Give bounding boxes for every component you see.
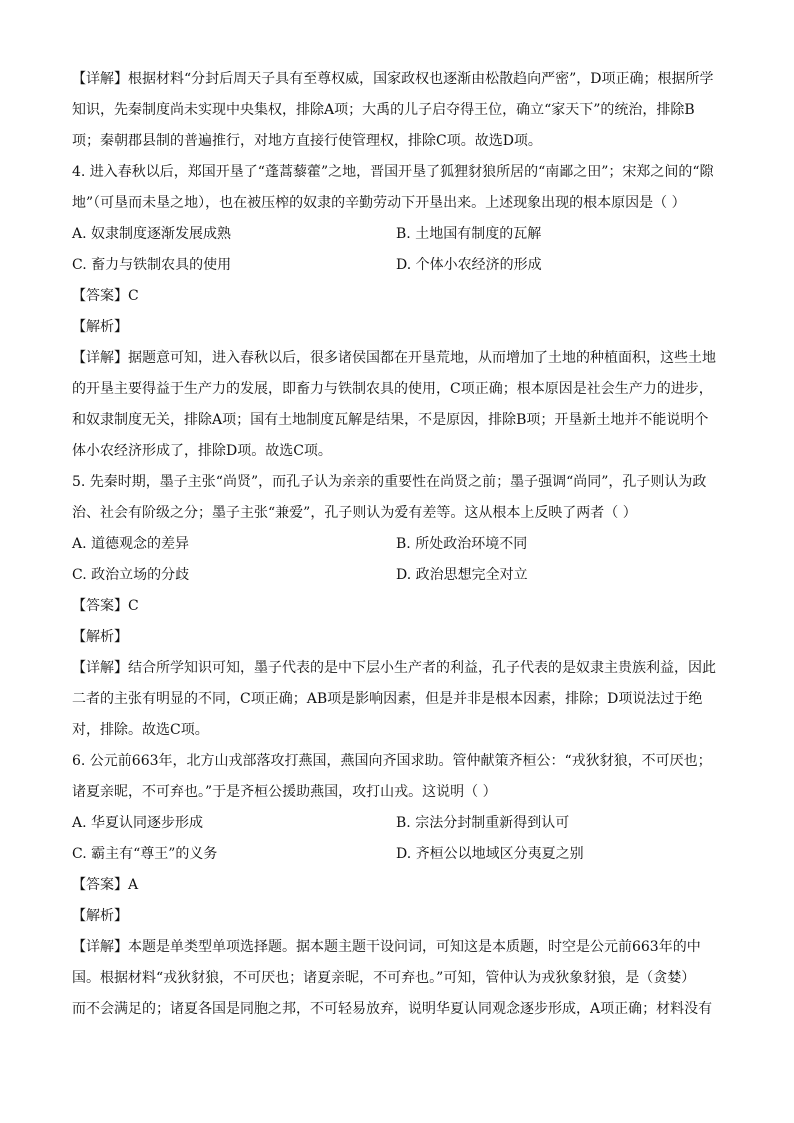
detail-block-q3 <box>72 64 722 157</box>
detail-line: 国。根据材料“戎狄豺狼，不可厌也；诸夏亲昵，不可弃也。”可知，管仲认为戎狄象豺狼，是（贪婪） <box>72 970 696 986</box>
option-d: D. 齐桓公以地域区分夷夏之别 <box>396 846 584 862</box>
option-b: B. 土地国有制度的瓦解 <box>396 226 542 242</box>
question-6 <box>72 746 722 1025</box>
answer-label: 【答案】C <box>72 598 139 614</box>
detail-line: 【详解】本题是单类型单项选择题。据本题主题干设问词，可知这是本质题，时空是公元前663年的中 <box>72 939 701 955</box>
question-stem-line: 诸夏亲昵，不可弃也。”于是齐桓公援助燕国，攻打山戎。这说明（ ） <box>72 784 497 800</box>
option-a: A. 奴隶制度逐渐发展成熟 <box>72 226 232 242</box>
detail-line: 知识，先秦制度尚未实现中央集权，排除A项；大禹的儿子启夺得王位，确立“家天下”的统治，排除B <box>72 102 695 118</box>
options-row <box>72 529 722 560</box>
option-a: A. 道德观念的差异 <box>72 536 190 552</box>
question-stem-line: 5. 先秦时期，墨子主张“尚贤”，而孔子认为亲亲的重要性在尚贤之前；墨子强调“尚同”，孔子则认为政 <box>72 474 707 490</box>
options-row <box>72 560 722 591</box>
question-5 <box>72 467 722 746</box>
options-row <box>72 250 722 281</box>
question-stem-line: 治、社会有阶级之分；墨子主张“兼爱”，孔子则认为爱有差等。这从根本上反映了两者（ ） <box>72 505 637 521</box>
answer-label: 【答案】C <box>72 288 139 304</box>
option-c: C. 政治立场的分歧 <box>72 567 190 583</box>
detail-line: 【详解】根据材料“分封后周天子具有至尊权威，国家政权也逐渐由松散趋向严密”，D项正确；根据所学 <box>72 71 714 87</box>
question-stem-line: 地”（可垦而未垦之地），也在被压榨的奴隶的辛勤劳动下开垦出来。上述现象出现的根本原因是（ ） <box>72 195 686 211</box>
option-b: B. 所处政治环境不同 <box>396 536 528 552</box>
option-a: A. 华夏认同逐步形成 <box>72 815 204 831</box>
detail-line: 体小农经济形成了，排除D项。故选C项。 <box>72 443 332 459</box>
option-c: C. 霸主有“尊王”的义务 <box>72 846 218 862</box>
analysis-label: 【解析】 <box>72 319 128 335</box>
option-c: C. 畜力与铁制农具的使用 <box>72 257 232 273</box>
question-stem-line: 6. 公元前663年，北方山戎部落攻打燕国，燕国向齐国求助。管仲献策齐桓公：“戎狄豺狼，不可厌也； <box>72 753 712 769</box>
question-4 <box>72 157 722 467</box>
detail-line: 的开垦主要得益于生产力的发展，即畜力与铁制农具的使用，C项正确；根本原因是社会生产力的进步， <box>72 381 713 397</box>
options-row <box>72 219 722 250</box>
option-b: B. 宗法分封制重新得到认可 <box>396 815 570 831</box>
detail-line: 二者的主张有明显的不同，C项正确；AB项是影响因素，但是并非是根本因素，排除；D项说法过于绝 <box>72 691 703 707</box>
detail-line: 对，排除。故选C项。 <box>72 722 209 738</box>
detail-line: 【详解】结合所学知识可知，墨子代表的是中下层小生产者的利益，孔子代表的是奴隶主贵族利益，因此 <box>72 660 716 676</box>
question-stem-line: 4. 进入春秋以后，郑国开垦了“蓬蒿藜藿”之地，晋国开垦了狐狸豺狼所居的“南鄙之田”；宋郑之间的“隙 <box>72 164 714 180</box>
options-row <box>72 808 722 839</box>
document-page <box>72 64 722 1025</box>
answer-label: 【答案】A <box>72 877 139 893</box>
option-d: D. 个体小农经济的形成 <box>396 257 542 273</box>
analysis-label: 【解析】 <box>72 629 128 645</box>
analysis-label: 【解析】 <box>72 908 128 924</box>
detail-line: 而不会满足的；诸夏各国是同胞之邦，不可轻易放弃，说明华夏认同观念逐步形成，A项正确；材料没有 <box>72 1001 713 1017</box>
detail-line: 【详解】据题意可知，进入春秋以后，很多诸侯国都在开垦荒地，从而增加了土地的种植面积，这些土地 <box>72 350 716 366</box>
detail-line: 和奴隶制度无关，排除A项；国有土地制度瓦解是结果，不是原因，排除B项；开垦新土地并不能说明个 <box>72 412 709 428</box>
option-d: D. 政治思想完全对立 <box>396 567 528 583</box>
detail-line: 项；秦朝郡县制的普遍推行，对地方直接行使管理权，排除C项。故选D项。 <box>72 133 542 149</box>
options-row <box>72 839 722 870</box>
